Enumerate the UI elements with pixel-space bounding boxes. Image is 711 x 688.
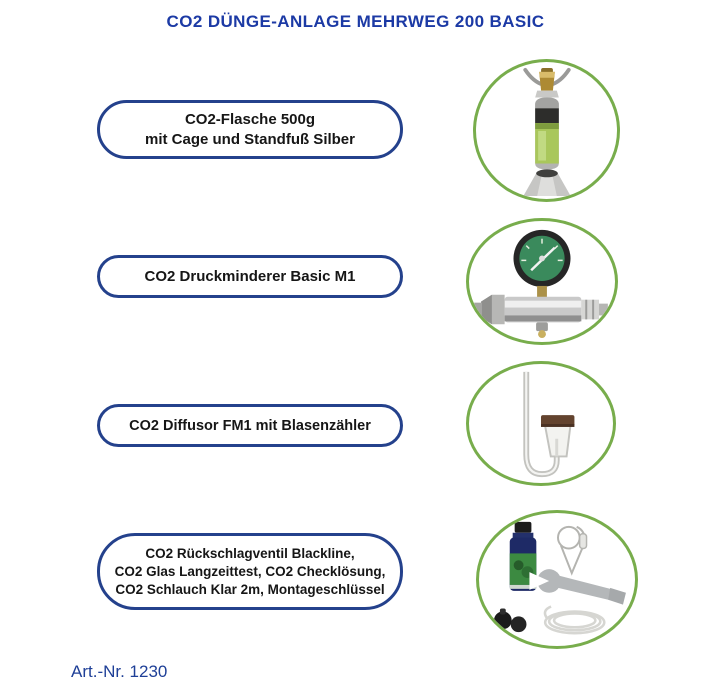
page-title: CO2 DÜNGE-ANLAGE MEHRWEG 200 BASIC <box>166 12 545 31</box>
montageschluessel-wrench <box>529 569 625 604</box>
label-co2-flasche <box>97 100 403 159</box>
accessory-set-image <box>482 516 632 644</box>
article-number: Art.-Nr. 1230 <box>71 662 168 681</box>
pressure-regulator-image <box>471 223 613 341</box>
label-line: CO2 Druckminderer Basic M1 <box>144 267 356 285</box>
product-circle-co2-flasche <box>473 59 620 202</box>
glass-diffusor-image <box>471 366 611 482</box>
label-line: CO2 Glas Langzeittest, CO2 Checklösung, <box>114 563 386 579</box>
label-line: mit Cage und Standfuß Silber <box>144 130 355 148</box>
label-line: CO2 Schlauch Klar 2m, Montageschlüssel <box>115 581 385 597</box>
label-line: CO2 Rückschlagventil Blackline, <box>145 545 355 561</box>
product-circle-diffusor <box>466 361 616 486</box>
label-zubehoer-set <box>97 533 403 610</box>
label-line: CO2-Flasche 500g <box>184 110 316 128</box>
product-circle-druckminderer <box>466 218 618 345</box>
co2-bottle-image <box>487 64 607 198</box>
checkloesung-bottle-cap <box>515 521 532 532</box>
clear-hose-coil <box>545 606 604 633</box>
label-line: CO2 Diffusor FM1 mit Blasenzähler <box>129 417 371 434</box>
bottle-black-label <box>535 108 559 123</box>
label-co2-druckminderer <box>97 255 403 298</box>
label-co2-diffusor <box>97 404 403 447</box>
suction-cup <box>511 616 527 632</box>
product-circle-zubehoer <box>476 510 638 649</box>
